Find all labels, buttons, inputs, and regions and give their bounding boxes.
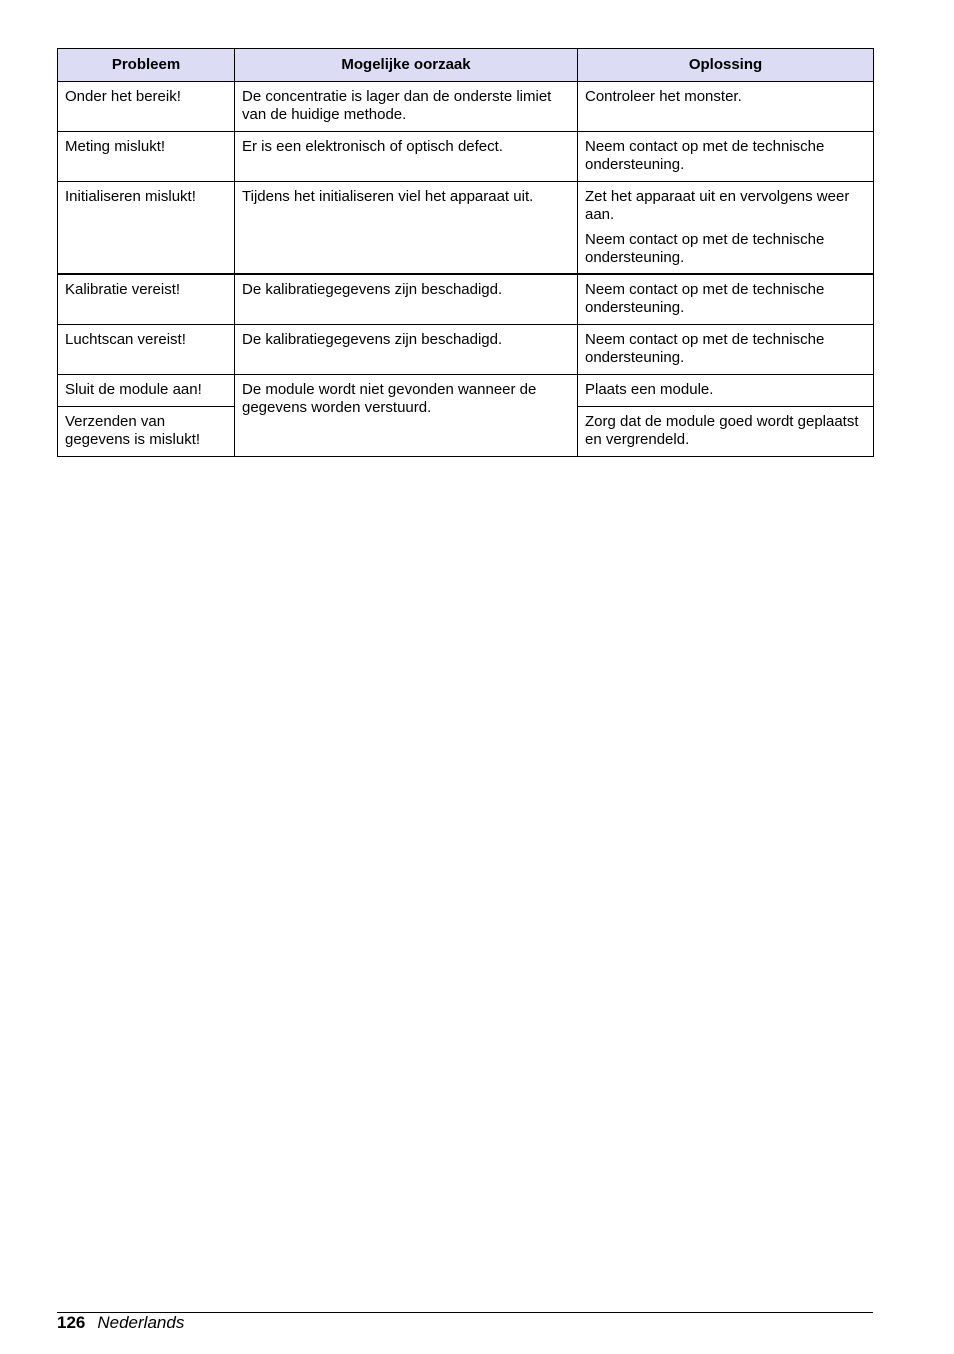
troubleshooting-table bbox=[57, 48, 874, 457]
solution-text: Neem contact op met de technische ondersteuning. bbox=[585, 281, 825, 316]
cause-cell: De concentratie is lager dan de onderste limiet van de huidige methode. bbox=[235, 82, 578, 132]
table-body bbox=[58, 82, 874, 457]
table-row bbox=[58, 182, 874, 275]
footer-language: Nederlands bbox=[97, 1313, 185, 1332]
solution-text: Neem contact op met de technische ondersteuning. bbox=[585, 138, 825, 173]
table-row bbox=[58, 375, 874, 407]
cause-cell: De kalibratiegegevens zijn beschadigd. bbox=[235, 274, 578, 325]
cause-cell: De module wordt niet gevonden wanneer de gegevens worden verstuurd. bbox=[235, 375, 578, 457]
problem-cell: Initialiseren mislukt! bbox=[58, 182, 235, 275]
table-header bbox=[58, 49, 874, 82]
solution-cell bbox=[578, 82, 874, 132]
header-problem: Probleem bbox=[58, 49, 235, 82]
cause-cell: De kalibratiegegevens zijn beschadigd. bbox=[235, 325, 578, 375]
problem-cell: Luchtscan vereist! bbox=[58, 325, 235, 375]
solution-text: Plaats een module. bbox=[585, 381, 714, 398]
problem-cell: Sluit de module aan! bbox=[58, 375, 235, 407]
solution-text: Controleer het monster. bbox=[585, 88, 742, 105]
page-footer bbox=[57, 1313, 184, 1333]
header-cause: Mogelijke oorzaak bbox=[235, 49, 578, 82]
problem-cell: Verzenden van gegevens is mislukt! bbox=[58, 407, 235, 457]
solution-text: Neem contact op met de technische ondersteuning. bbox=[585, 331, 825, 366]
solution-text: Neem contact op met de technische ondersteuning. bbox=[585, 231, 825, 266]
solution-cell bbox=[578, 274, 874, 325]
solution-cell bbox=[578, 325, 874, 375]
problem-cell: Kalibratie vereist! bbox=[58, 274, 235, 325]
table-row bbox=[58, 274, 874, 325]
problem-cell: Meting mislukt! bbox=[58, 132, 235, 182]
problem-cell: Onder het bereik! bbox=[58, 82, 235, 132]
header-row bbox=[58, 49, 874, 82]
solution-cell bbox=[578, 182, 874, 275]
table-row bbox=[58, 132, 874, 182]
table-row bbox=[58, 325, 874, 375]
page-number: 126 bbox=[57, 1313, 86, 1332]
table-row bbox=[58, 82, 874, 132]
solution-cell bbox=[578, 375, 874, 407]
solution-cell bbox=[578, 132, 874, 182]
solution-text: Zorg dat de module goed wordt geplaatst en vergrendeld. bbox=[585, 413, 859, 448]
cause-cell: Er is een elektronisch of optisch defect. bbox=[235, 132, 578, 182]
header-solution: Oplossing bbox=[578, 49, 874, 82]
solution-cell bbox=[578, 407, 874, 457]
solution-text: Zet het apparaat uit en vervolgens weer aan. bbox=[585, 188, 850, 223]
cause-cell: Tijdens het initialiseren viel het apparaat uit. bbox=[235, 182, 578, 275]
